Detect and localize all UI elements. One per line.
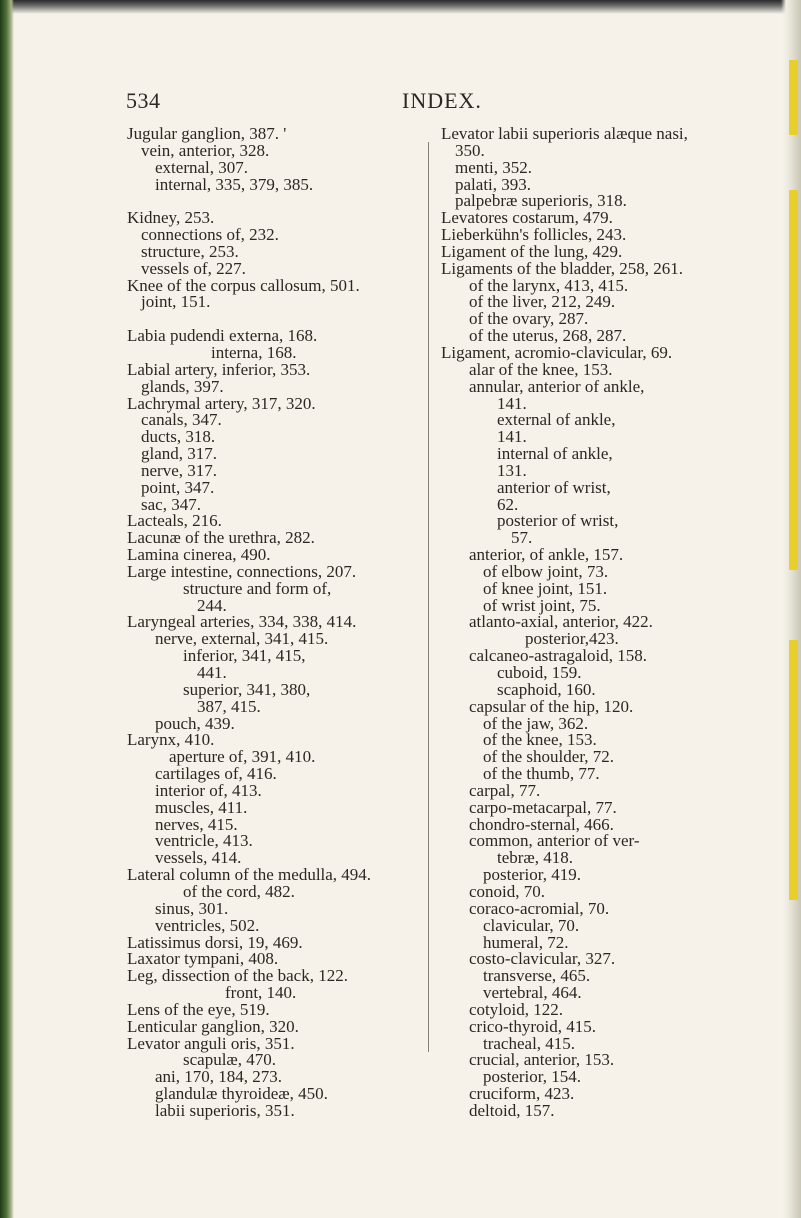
index-entry: cartilages of, 416. [155,764,277,784]
index-column-left [127,126,371,1120]
index-entry: ventricle, 413. [155,831,253,851]
index-entry: anterior, of ankle, 157. [469,545,624,565]
index-entry: Lachrymal artery, 317, 320. [127,393,316,413]
index-entry: 441. [197,663,227,682]
index-entry: crucial, anterior, 153. [469,1050,615,1070]
index-entry: Labia pudendi externa, 168. [127,326,318,346]
index-entry: connections of, 232. [141,225,279,245]
index-entry: palpebræ superioris, 318. [455,191,627,211]
index-entry: sac, 347. [141,494,201,514]
index-entry: of the ovary, 287. [469,309,589,329]
index-entry: of the shoulder, 72. [483,747,615,767]
index-entry: crico-thyroid, 415. [469,1016,596,1036]
index-entry: Ligaments of the bladder, 258, 261. [441,258,683,278]
index-column-right [441,126,688,1120]
index-entry: of the liver, 212, 249. [469,292,616,312]
index-entry: 57. [511,528,533,548]
index-entry: coraco-acromial, 70. [469,898,610,918]
page-right-edge [781,0,801,1218]
index-entry: cuboid, 159. [497,663,582,682]
index-entry: 141. [497,393,527,413]
index-entry: Labial artery, inferior, 353. [127,359,311,379]
index-entry: canals, 347. [141,410,222,430]
index-entry: 244. [197,595,227,615]
index-entry: nerve, 317. [141,460,218,480]
index-entry: chondro-sternal, 466. [469,814,614,834]
index-entry: Knee of the corpus callosum, 501. [127,275,360,295]
index-entry: of wrist joint, 75. [483,595,601,615]
index-entry: anterior of wrist, [497,477,611,497]
index-entry: posterior,423. [525,629,619,649]
index-entry: 62. [497,494,519,514]
index-entry: conoid, 70. [469,881,546,901]
index-entry: Lateral column of the medulla, 494. [127,865,372,885]
index-entry: tebræ, 418. [497,848,574,868]
page-edge-tab [789,190,798,570]
index-entry: Lieberkühn's follicles, 243. [441,225,627,245]
index-entry: 131. [497,460,527,480]
index-entry: structure, 253. [141,241,239,261]
index-entry: of the thumb, 77. [483,764,600,784]
index-entry: of the larynx, 413, 415. [469,275,629,295]
index-entry: of the knee, 153. [483,730,597,750]
index-entry: of elbow joint, 73. [483,561,609,581]
index-entry: humeral, 72. [483,932,569,952]
index-entry: 141. [497,427,527,447]
index-entry: posterior, 419. [483,865,581,885]
index-entry: calcaneo-astragaloid, 158. [469,646,647,666]
index-entry: front, 140. [225,983,297,1003]
index-entry: internal of ankle, [497,444,613,464]
index-entry: inferior, 341, 415, [183,646,306,666]
index-entry: Kidney, 253. [127,208,215,228]
index-entry: nerves, 415. [155,814,238,834]
index-entry: scapulæ, 470. [183,1050,277,1070]
index-entry: Laxator tympani, 408. [127,949,279,969]
index-entry: vein, anterior, 328. [141,140,270,160]
index-entry: Lenticular ganglion, 320. [127,1016,299,1036]
index-entry: Laryngeal arteries, 334, 338, 414. [127,612,357,632]
index-entry: vessels of, 227. [141,258,246,278]
index-entry: alar of the knee, 153. [469,359,613,379]
index-entry: Lamina cinerea, 490. [127,545,271,565]
index-entry: tracheal, 415. [483,1033,576,1053]
index-entry: Large intestine, connections, 207. [127,561,357,581]
index-entry: joint, 151. [141,292,211,312]
index-entry: Levator labii superioris alæque nasi, [441,124,688,143]
index-entry: ventricles, 502. [155,915,260,935]
page-top-shadow [0,0,801,14]
index-entry: superior, 341, 380, [183,679,311,699]
index-entry: of the uterus, 268, 287. [469,326,627,346]
index-entry: muscles, 411. [155,797,248,817]
page-edge-tab [789,60,798,135]
index-entry: interior of, 413. [155,780,262,800]
index-entry: scaphoid, 160. [497,679,596,699]
index-entry: common, anterior of ver- [469,831,640,851]
index-entry: nerve, external, 341, 415. [155,629,329,649]
index-entry: Ligament, acromio-clavicular, 69. [441,342,673,362]
page-left-edge [0,0,14,1218]
index-entry: annular, anterior of ankle, [469,376,645,396]
index-entry: internal, 335, 379, 385. [155,174,314,194]
index-entry: cruciform, 423. [469,1084,575,1104]
index-entry: of knee joint, 151. [483,578,608,598]
index-entry: external, 307. [155,157,248,177]
index-entry: glandulæ thyroideæ, 450. [155,1084,328,1104]
index-entry: 387, 415. [197,696,261,716]
index-entry: menti, 352. [455,157,532,177]
index-entry: Levator anguli oris, 351. [127,1033,295,1053]
index-entry: external of ankle, [497,410,616,430]
index-entry: carpal, 77. [469,780,541,800]
index-entry: carpo-metacarpal, 77. [469,797,617,817]
index-entry: Lacunæ of the urethra, 282. [127,528,315,548]
index-entry: vessels, 414. [155,848,242,868]
index-entry: aperture of, 391, 410. [169,747,316,767]
index-entry: 350. [455,140,485,160]
index-entry: posterior of wrist, [497,511,619,531]
index-entry: Leg, dissection of the back, 122. [127,966,348,986]
index-entry: Lacteals, 216. [127,511,222,531]
index-entry: Lens of the eye, 519. [127,999,270,1019]
index-entry: point, 347. [141,477,215,497]
index-entry: Jugular ganglion, 387. ' [127,124,287,143]
index-entry: clavicular, 70. [483,915,580,935]
index-entry: Latissimus dorsi, 19, 469. [127,932,303,952]
index-entry: palati, 393. [455,174,532,194]
index-entry: glands, 397. [141,376,224,396]
index-entry: pouch, 439. [155,713,235,733]
index-entry: ani, 170, 184, 273. [155,1067,283,1087]
index-entry: ducts, 318. [141,427,216,447]
index-entry: posterior, 154. [483,1067,581,1087]
index-entry: Ligament of the lung, 429. [441,241,623,261]
index-entry: capsular of the hip, 120. [469,696,634,716]
index-entry: of the jaw, 362. [483,713,589,733]
index-entry: gland, 317. [141,444,218,464]
index-entry: Larynx, 410. [127,730,215,750]
index-entry: structure and form of, [183,578,332,598]
index-entry: interna, 168. [211,342,297,362]
page-number: 534 [126,88,161,113]
index-entry: sinus, 301. [155,898,229,918]
index-entry: vertebral, 464. [483,983,582,1003]
index-entry: cotyloid, 122. [469,999,563,1019]
index-entry: deltoid, 157. [469,1100,555,1120]
index-entry: transverse, 465. [483,966,591,986]
index-entry: labii superioris, 351. [155,1100,295,1120]
page-title: INDEX. [402,88,482,113]
index-entry: atlanto-axial, anterior, 422. [469,612,653,632]
index-entry: of the cord, 482. [183,881,295,901]
column-divider [428,142,429,1052]
index-entry: costo-clavicular, 327. [469,949,616,969]
page-edge-tab [789,640,798,900]
index-entry: Levatores costarum, 479. [441,208,613,228]
